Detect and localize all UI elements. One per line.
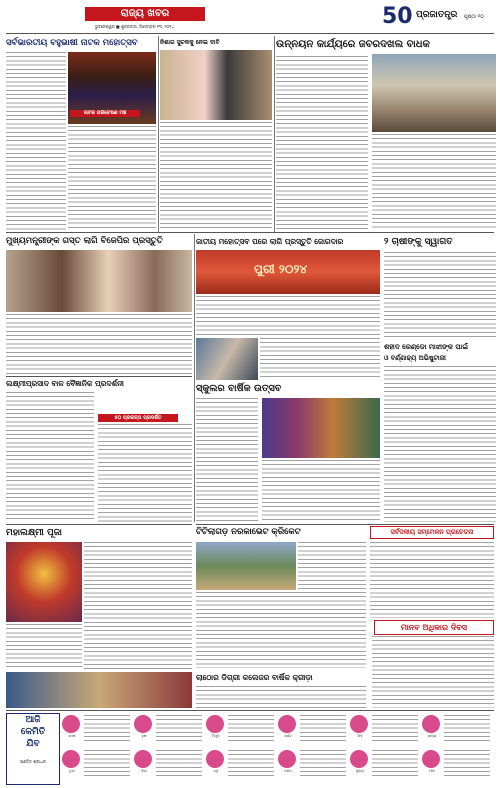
s9-body (196, 398, 258, 522)
horoscope-sign (278, 713, 348, 746)
horoscope-sign (134, 748, 204, 781)
zodiac-icon (350, 715, 368, 733)
s2-headline: ନିଶାର ସୁଚକକୁ ନେଇ ଦାବି (160, 38, 272, 48)
horoscope-sign-text (156, 750, 202, 779)
horoscope-grid (62, 713, 494, 783)
masthead (0, 0, 500, 36)
section-title: ରାଜ୍ୟ ଖବର (85, 7, 205, 21)
horoscope-sign-label: ମେଷ (68, 734, 76, 738)
zodiac-icon (134, 715, 152, 733)
s14-headline: ଲାଠୋର ଡିଗ୍ରୀ କଲେଜର ବାର୍ଷିକ କ୍ରୀଡ଼ା (196, 673, 313, 682)
s4-headline: ମୁଖ୍ୟମନ୍ତ୍ରୀଙ୍କ ଗସ୍ତ ଲାଗି ବିଜେପିର ପ୍ରସ୍ତୁତି (6, 236, 163, 246)
zodiac-icon (422, 715, 440, 733)
horoscope-title-1: ଆଜି (25, 715, 41, 725)
s1-headline: ସର୍ବଭାରତୀୟ ବହୁଭାଷୀ ନାଟକ ମହୋତ୍ସବ (6, 38, 138, 48)
zodiac-icon (62, 715, 80, 733)
s1-body (6, 52, 66, 230)
logo-year: 50 (382, 4, 413, 29)
s3-photo (372, 54, 496, 132)
horoscope-sign-text (156, 715, 202, 744)
zodiac-icon (278, 750, 296, 768)
s8-subhead: ୫୦ ପ୍ରକଳ୍ପ ପ୍ରଦର୍ଶିତ (98, 414, 178, 422)
s3-body-left (276, 56, 368, 230)
horoscope-sign-label: ଧନୁ (213, 769, 219, 773)
horoscope-sign (134, 713, 204, 746)
s13-body (372, 636, 494, 708)
s10-headline: ଟିଟିଲାଗଡ଼ ନରକାଭେଟ କ୍ରିକେଟ (196, 527, 301, 537)
s11-body (370, 542, 494, 618)
section-rule (6, 376, 192, 377)
horoscope-sign-text (300, 715, 346, 744)
horoscope-sign-text (228, 750, 274, 779)
s1-caption: ନାଟକ ପରିବେଷଣ ମଞ୍ଚ (70, 110, 140, 117)
horoscope-sign-label: ମିଥୁନ (212, 734, 220, 738)
col-rule (194, 234, 195, 522)
horoscope-sign (62, 748, 132, 781)
s10-body (196, 592, 366, 668)
dateline: ଭୁବନେଶ୍ୱର ■ ଶୁକ୍ରବାର, ଡିସେମ୍ବର ୧୩, ୨୦୨୪ (95, 24, 174, 29)
section-rule (6, 710, 494, 711)
zodiac-icon (278, 715, 296, 733)
horoscope-title-2: କେମିତି (20, 727, 46, 737)
s14-photo (6, 672, 192, 708)
s7-body (384, 366, 496, 522)
zodiac-icon (350, 750, 368, 768)
col-rule (274, 36, 275, 232)
s9-headline: ସ୍କୁଲର ବାର୍ଷିକ ଉତ୍ସବ (196, 383, 282, 394)
s5-body (196, 296, 380, 336)
logo-name: ପ୍ରଜାତନ୍ତ୍ର (416, 10, 458, 20)
s9-body-2 (262, 460, 380, 522)
s3-body-right (372, 134, 496, 230)
s12-body (84, 542, 192, 670)
horoscope-sign-label: କୁମ୍ଭ (356, 769, 364, 773)
masthead-logo (382, 4, 462, 32)
section-rule (6, 524, 192, 525)
s3-headline: ଉନ୍ନୟନ କାର୍ଯ୍ୟରେ ଜବରଦଖଲ ବାଧକ (276, 39, 430, 50)
horoscope-sign (422, 748, 492, 781)
s9-photo (262, 398, 380, 458)
s13-headline: ମାନବ ଅଧିକାର ଦିବସ (374, 620, 494, 635)
horoscope-sign (350, 748, 420, 781)
horoscope-sign (206, 713, 276, 746)
s2-body (160, 122, 272, 230)
horoscope-sign-text (228, 715, 274, 744)
s5-photo (196, 250, 380, 294)
s12-headline: ମହାଲକ୍ଷ୍ମୀ ପୂଜା (6, 528, 62, 538)
horoscope-sign-label: ତୁଳା (69, 769, 75, 773)
s6-body (384, 252, 496, 338)
horoscope-sign (422, 713, 492, 746)
s5-photo-2 (196, 338, 258, 380)
zodiac-icon (206, 750, 224, 768)
horoscope-sign-label: ବୃଷ (141, 734, 147, 738)
s7-headline: ଶହୀଦ ରେଣ୍ଡୋ ମାଝୀଙ୍କ ପାଇଁ (384, 343, 469, 351)
s4-body (6, 314, 192, 374)
zodiac-icon (422, 750, 440, 768)
s6-headline: ୨ ଚାଷୀଙ୍କୁ ସ୍ୱାଗତ (384, 237, 453, 247)
horoscope-sign-text (444, 715, 490, 744)
horoscope-sign-label: ମୀନ (429, 769, 435, 773)
horoscope-sign (62, 713, 132, 746)
horoscope-sign-text (84, 715, 130, 744)
s14-body (196, 686, 366, 708)
horoscope-sign-text (84, 750, 130, 779)
s12-photo (6, 542, 82, 622)
horoscope-sign-text (300, 750, 346, 779)
horoscope-sign-text (372, 750, 418, 779)
s7-subhead: ଓ ବର୍ଣ୍ଣାଢ୍ୟ ଅଭିଷୁଟାରୀ (384, 354, 446, 362)
horoscope-author: ପଣ୍ଡିତ ଶ୍ରୀଧର (20, 759, 46, 764)
s10-body-2 (298, 542, 366, 590)
horoscope-sign (206, 748, 276, 781)
horoscope-title-3: ଯିବ (26, 739, 40, 749)
s5-banner-text: ପୁରୀ ୨୦୨୪ (254, 262, 308, 276)
zodiac-icon (206, 715, 224, 733)
masthead-rule (6, 33, 494, 34)
horoscope-sign-text (444, 750, 490, 779)
s10-photo (196, 542, 296, 590)
s8-body (6, 392, 94, 522)
horoscope-sign-label: ମକର (284, 769, 292, 773)
s4-photo (6, 250, 192, 312)
horoscope-sign (350, 713, 420, 746)
s12-body-2 (6, 624, 82, 670)
horoscope-sign-label: କର୍କଟ (284, 734, 292, 738)
horoscope-sign-label: ସିଂହ (357, 734, 363, 738)
section-rule (196, 524, 494, 525)
page-label: ପୃଷ୍ଠା ୧୦ (464, 14, 484, 20)
horoscope-sign-label: କନ୍ୟା (427, 734, 437, 738)
s5-headline: ଜାତୀୟ ମହୋତ୍ସବ ପରେ ଲାଗି ପ୍ରସ୍ତୁତି ଜୋରଦାର (196, 237, 344, 246)
horoscope-sign-label: ବିଛା (141, 769, 147, 773)
s8-headline: ଲକ୍ଷ୍ମୀପ୍ରସାଦ ବାଳ ବୈଜ୍ଞାନିକ ପ୍ରଦର୍ଶନୀ (6, 379, 124, 388)
section-rule (6, 232, 494, 233)
s8-body-2 (98, 424, 192, 522)
s5-body-2 (260, 338, 380, 380)
s1-body-2 (68, 126, 156, 230)
zodiac-icon (62, 750, 80, 768)
zodiac-icon (134, 750, 152, 768)
horoscope-sign-text (372, 715, 418, 744)
s11-headline: ସର୍ବଦଳୀୟ ସମ୍ମେଳନ ପ୍ରଚେତନା (370, 526, 494, 539)
horoscope-sign (278, 748, 348, 781)
s2-photo (160, 50, 272, 120)
horoscope-title-box (6, 713, 60, 785)
col-rule (158, 36, 159, 232)
